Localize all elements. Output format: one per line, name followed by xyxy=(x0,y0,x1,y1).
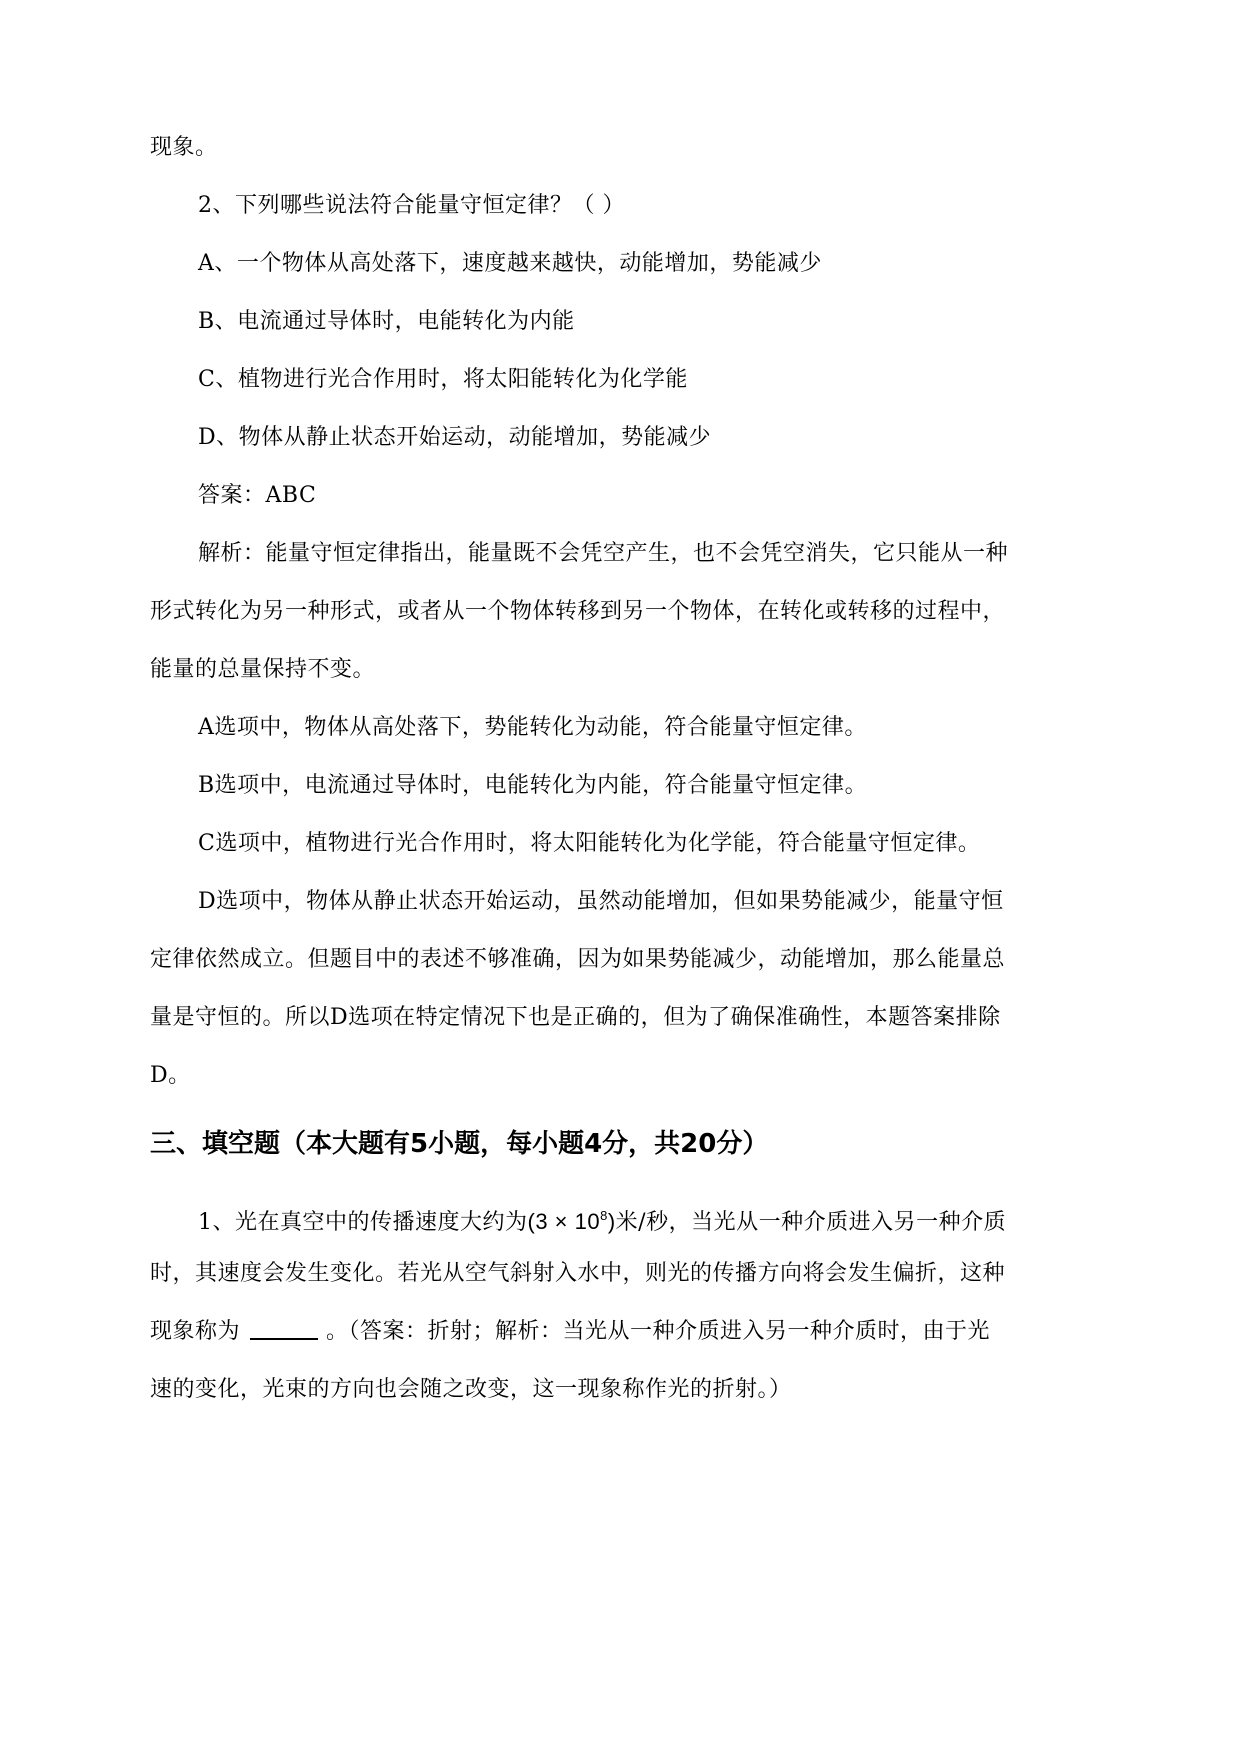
math-expression xyxy=(528,1209,616,1234)
math-base: (3 × 10 xyxy=(527,1209,601,1234)
fill-question-1-line: 速的变化，光束的方向也会随之改变，这一现象称作光的折射。） xyxy=(150,1377,792,1402)
answer-line: 答案：ABC xyxy=(198,483,317,508)
section-heading: 三、填空题（本大题有5小题，每小题4分，共20分） xyxy=(150,1129,769,1159)
explanation-option-a: A选项中，物体从高处落下，势能转化为动能，符合能量守恒定律。 xyxy=(198,715,867,740)
fill-question-1-line xyxy=(150,1317,990,1347)
explanation-line: 能量的总量保持不变。 xyxy=(150,657,376,682)
explanation-option-d: D选项中，物体从静止状态开始运动，虽然动能增加，但如果势能减少，能量守恒 xyxy=(198,889,1004,914)
fill-question-1-line: 时，其速度会发生变化。若光从空气斜射入水中，则光的传播方向将会发生偏折，这种 xyxy=(150,1261,1006,1286)
question-text: 。（答案：折射；解析：当光从一种介质进入另一种介质时，由于光 xyxy=(326,1319,991,1344)
question-text: 米/秒，当光从一种介质进入另一种介质 xyxy=(615,1210,1007,1235)
question-text: 现象称为 xyxy=(150,1319,241,1344)
question-2-stem: 2、下列哪些说法符合能量守恒定律？（ ） xyxy=(198,193,625,218)
explanation-line: 形式转化为另一种形式，或者从一个物体转移到另一个物体，在转化或转移的过程中， xyxy=(150,599,1006,624)
text-line: 现象。 xyxy=(150,135,218,160)
explanation-option-b: B选项中，电流通过导体时，电能转化为内能，符合能量守恒定律。 xyxy=(198,773,868,798)
option-d: D、物体从静止状态开始运动，动能增加，势能减少 xyxy=(198,425,712,450)
answer-blank[interactable] xyxy=(250,1318,318,1340)
explanation-line: 量是守恒的。所以D选项在特定情况下也是正确的，但为了确保准确性，本题答案排除 xyxy=(150,1005,1001,1030)
math-exponent: 8 xyxy=(600,1208,608,1223)
explanation-option-c: C选项中，植物进行光合作用时，将太阳能转化为化学能，符合能量守恒定律。 xyxy=(198,831,981,856)
explanation-line: 定律依然成立。但题目中的表述不够准确，因为如果势能减少，动能增加，那么能量总 xyxy=(150,947,1006,972)
question-text: 1、光在真空中的传播速度大约为 xyxy=(198,1210,528,1235)
option-c: C、植物进行光合作用时，将太阳能转化为化学能 xyxy=(198,367,688,392)
option-a: A、一个物体从高处落下，速度越来越快，动能增加，势能减少 xyxy=(198,251,822,276)
math-close: ) xyxy=(607,1209,616,1234)
fill-question-1-line xyxy=(198,1201,1006,1238)
explanation-line: 解析：能量守恒定律指出，能量既不会凭空产生，也不会凭空消失，它只能从一种 xyxy=(198,541,1009,566)
explanation-line: D。 xyxy=(150,1063,191,1088)
option-b: B、电流通过导体时，电能转化为内能 xyxy=(198,309,575,334)
